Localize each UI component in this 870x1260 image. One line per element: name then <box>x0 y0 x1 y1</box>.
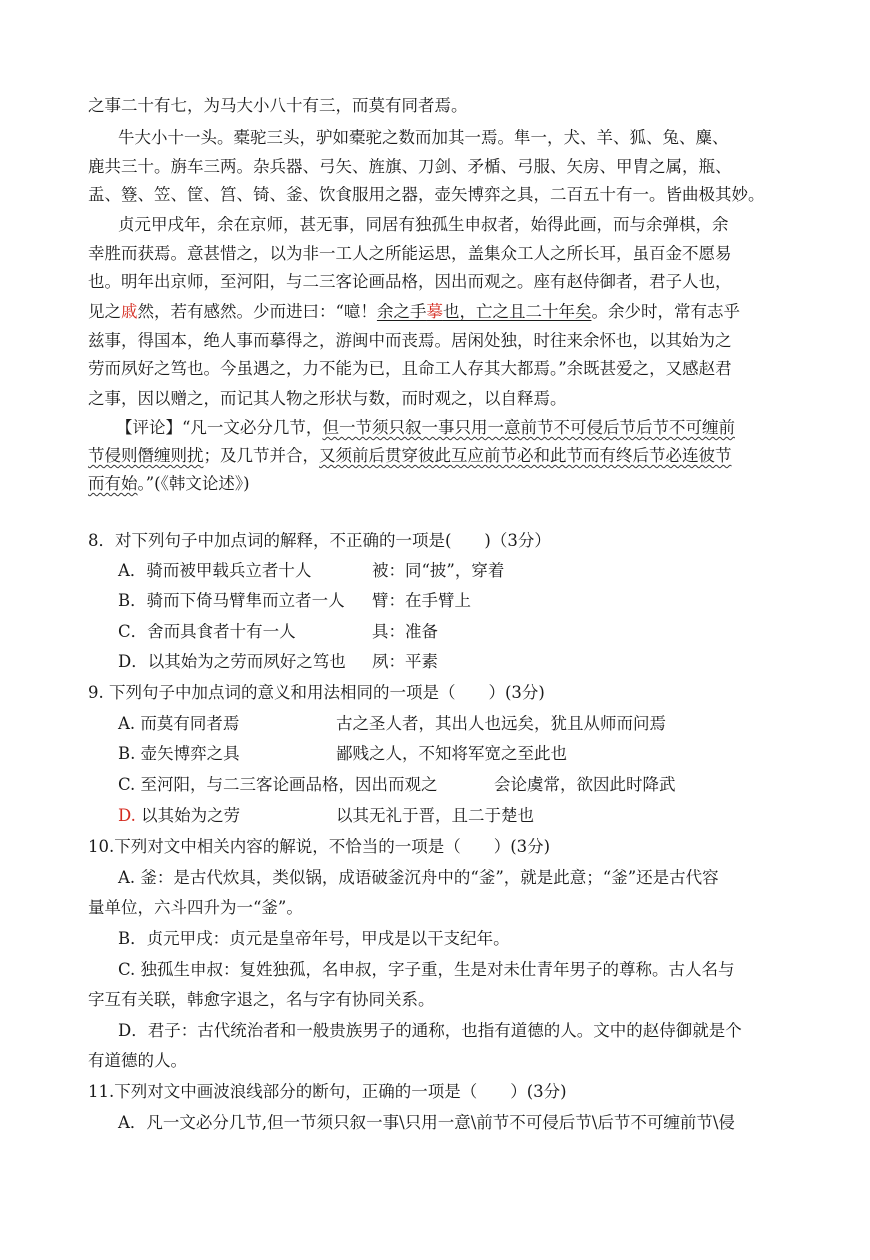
q11-option-a[interactable]: A．凡一文必分几节,但一节须只叙一事\只用一意\前节不可侵后节\后节不可缠前节\侵 <box>118 1113 735 1132</box>
passage-line-6: 幸胜而获焉。意甚惜之，以为非一工人之所能运思，盖集众工人之所长耳，虽百金不愿易 <box>88 244 732 263</box>
q8-option-b-gloss: 臂：在手臂上 <box>372 591 471 610</box>
q10-option-d-line-2: 有道德的人。 <box>88 1051 187 1070</box>
underlined-text <box>377 302 592 321</box>
question-8-stem: 8．对下列句子中加点词的解释，不正确的一项是( )（3分） <box>88 531 551 550</box>
passage-line-2: 牛大小十一头。橐驼三头，驴如橐驼之数而加其一焉。隼一，犬、羊、狐、兔、麋、 <box>118 128 729 147</box>
option-sentence: 以其始为之劳 <box>141 806 241 825</box>
passage-line-10: 劳而夙好之笃也。今虽遇之，力不能为已，且命工人存其大都焉。”余既甚爱之，又感赵君 <box>88 359 732 378</box>
option-letter: B. <box>118 744 136 763</box>
commentary-line-3 <box>88 473 250 495</box>
wavy-underlined-text: 而有始 <box>88 474 138 493</box>
q9-option-c[interactable] <box>118 774 438 796</box>
option-sentence: 至河阳，与二三客论画品格，因出而观之 <box>140 775 438 794</box>
commentary-text: 【评论】“凡一文必分几节， <box>116 418 323 437</box>
passage-line-4: 盂、簦、笠、筐、筥、锜、釜、饮食服用之器，壶矢博弈之具，二百五十有一。皆曲极其妙。 <box>88 185 765 204</box>
question-10-stem: 10.下列对文中相关内容的解说，不恰当的一项是（ ）(3分) <box>88 837 551 856</box>
option-letter: A. <box>118 714 136 733</box>
q9-option-a-compare: 古之圣人者，其出人也远矣，犹且从师而问焉 <box>336 714 666 733</box>
underlined-part: 余之手 <box>376 302 427 321</box>
highlighted-char: 戚 <box>121 302 138 321</box>
passage-text: 。余少时，常有志乎 <box>591 302 740 321</box>
q8-option-a-gloss: 被：同“披”，穿着 <box>372 561 505 580</box>
commentary-line-2 <box>88 445 732 467</box>
q10-option-a-line-1[interactable]: A. 釜：是古代炊具，类似锅，成语破釜沉舟中的“釜”，就是此意；“釜”还是古代容 <box>118 868 719 887</box>
wavy-underlined-text: 节侵则僭缠则扰 <box>88 446 204 465</box>
option-sentence: 壶矢博弈之具 <box>140 744 240 763</box>
passage-line-9: 兹事，得国本，绝人事而摹得之，游闽中而丧焉。居闲处独，时往来余怀也，以其始为之 <box>88 331 732 350</box>
q10-option-c-line-2: 字互有关联，韩愈字退之，名与字有协同关系。 <box>88 990 435 1009</box>
passage-text: 见之 <box>88 302 121 321</box>
commentary-line-1 <box>116 417 735 439</box>
q9-option-b[interactable] <box>118 743 240 765</box>
q10-option-b[interactable]: B．贞元甲戌：贞元是皇帝年号，甲戌是以干支纪年。 <box>118 929 510 948</box>
q10-option-a-line-2: 量单位，六斗四升为一“釜”。 <box>88 898 303 917</box>
option-sentence: B．骑而下倚马臂隼而立者一人 <box>118 591 345 610</box>
commentary-text: 。”(《韩文论述》) <box>137 474 250 493</box>
q10-option-c-line-1[interactable]: C. 独孤生申叔：复姓独孤，名申叔，字子重，生是对未仕青年男子的尊称。古人名与 <box>118 960 735 979</box>
q9-option-d-compare: 以其无礼于晋，且二于楚也 <box>336 806 534 825</box>
commentary-text: ；及几节并合， <box>203 446 319 465</box>
q8-option-c[interactable] <box>118 621 296 643</box>
option-letter: C. <box>118 775 136 794</box>
q10-option-d-line-1[interactable]: D．君子：古代统治者和一般贵族男子的通称，也指有道德的人。文中的赵侍御就是个 <box>118 1021 742 1040</box>
q8-option-d-gloss: 夙：平素 <box>372 652 438 671</box>
option-sentence: C．舍而具食者十有一人 <box>118 622 296 641</box>
question-9-stem: 9. 下列句子中加点词的意义和用法相同的一项是（ ）(3分) <box>88 683 545 702</box>
q8-option-d[interactable] <box>118 651 346 673</box>
option-sentence: 而莫有同者焉 <box>140 714 240 733</box>
q9-option-b-compare: 鄙贱之人，不知将军宽之至此也 <box>336 744 567 763</box>
wavy-underlined-text: 但一节须只叙一事只用一意前节不可侵后节后节不可缠前 <box>322 418 735 437</box>
highlighted-char: 摹 <box>426 302 443 321</box>
q8-option-c-gloss: 具：准备 <box>372 622 438 641</box>
q8-option-b[interactable] <box>118 590 345 612</box>
passage-text: 然，若有感然。少而进曰：“噫！ <box>137 302 377 321</box>
question-11-stem: 11.下列对文中画波浪线部分的断句，正确的一项是（ ）(3分) <box>88 1082 567 1101</box>
q9-option-c-compare: 会论虞常，欲因此时降武 <box>494 775 676 794</box>
passage-line-7: 也。明年出京师，至河阳，与二三客论画品格，因出而观之。座有赵侍御者，君子人也， <box>88 272 732 291</box>
passage-line-11: 之事，因以赠之，而记其人物之形状与数，而时观之，以自释焉。 <box>88 389 567 408</box>
passage-line-3: 鹿共三十。旃车三两。杂兵器、弓矢、旌旗、刀剑、矛楯、弓服、矢房、甲胄之属，瓶、 <box>88 157 732 176</box>
q9-option-a[interactable] <box>118 713 239 735</box>
passage-line-8 <box>88 301 740 323</box>
passage-line-1: 之事二十有七，为马大小八十有三，而莫有同者焉。 <box>88 96 468 115</box>
option-sentence: D．以其始为之劳而夙好之笃也 <box>118 652 346 671</box>
option-letter-answer: D. <box>118 806 136 825</box>
q9-option-d[interactable] <box>118 805 240 827</box>
passage-line-5: 贞元甲戌年，余在京师，甚无事，同居有独孤生申叔者，始得此画，而与余弹棋，余 <box>118 215 729 234</box>
wavy-underlined-text: 又须前后贯穿彼此互应前节必和此节而有终后节必连彼节 <box>319 446 732 465</box>
option-sentence: A．骑而被甲载兵立者十人 <box>118 561 312 580</box>
q8-option-a[interactable] <box>118 560 311 582</box>
underlined-part: 也，亡之且二十年矣 <box>442 302 592 321</box>
